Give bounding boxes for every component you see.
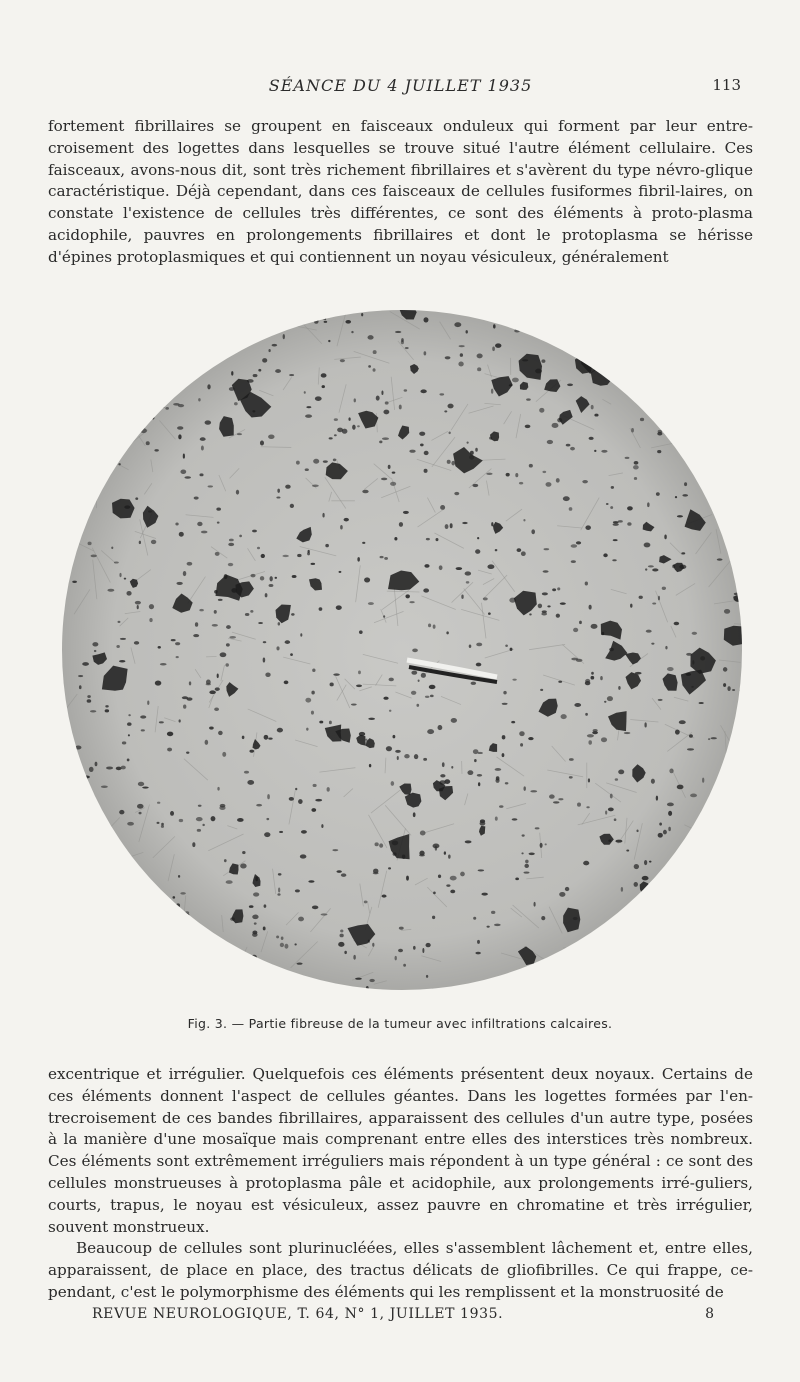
sheet-number: 8 — [705, 1306, 714, 1322]
page-footer — [92, 1306, 714, 1328]
micrograph-image — [57, 305, 747, 995]
body-paragraph-bottom: excentrique et irrégulier. Quelquefois ces éléments présentent deux noyaux. Certains de ces éléments donnent l'aspect de cellules géantes. Dans les logettes formées par l'en-trecroisement de ces bandes fibrillaires, apparaissent des cellules d'un autre type, posées à la manière d'une mosaïque mais comprenant entre elles des interstices très nombreux. Ces éléments sont extrêmement irréguliers mais répondent à un type général : ce sont des cellules monstrueuses à protoplasma pâle et acidophile, aux prolongements irré-guliers, courts, trapus, le noyau est vésiculeux, assez pauvre en chromatine et très irrégulier, souvent monstrueux. — [48, 1065, 753, 1236]
body-paragraph-bottom-2: Beaucoup de cellules sont plurinucléées, elles s'assemblent lâchement et, entre elles, apparaissent, de place en place, des tractus délicats de gliofibrilles. Ce qui frappe, ce-pendant, c'est le polymorphisme des éléments qui les remplissent et la monstruosité de — [48, 1239, 753, 1301]
figure-caption: Fig. 3. — Partie fibreuse de la tumeur avec infiltrations calcaires. — [187, 1016, 613, 1031]
journal-reference: REVUE NEUROLOGIQUE, T. 64, N° 1, JUILLET 1935. — [92, 1306, 504, 1322]
running-title: SÉANCE DU 4 JUILLET 1935 — [268, 76, 533, 95]
page-header — [48, 76, 753, 102]
micrograph-figure — [57, 305, 747, 995]
page-number: 113 — [712, 76, 741, 94]
body-paragraph-top: fortement fibrillaires se groupent en faisceaux onduleux qui forment par leur entre-croisement des logettes dans lesquelles se trouve situé l'autre élément cellulaire. Ces faisceaux, avons-nous dit, sont très richement fibrillaires et s'avèrent du type névro-glique caractéristique. Déjà cependant, dans ces faisceaux de cellules fusiformes fibril-laires, on constate l'existence de cellules très différentes, ce sont des éléments à proto-plasma acidophile, pauvres en prolongements fibrillaires et dont le protoplasma se hérisse d'épines protoplasmiques et qui contiennent un noyau vésiculeux, généralement — [48, 117, 753, 266]
